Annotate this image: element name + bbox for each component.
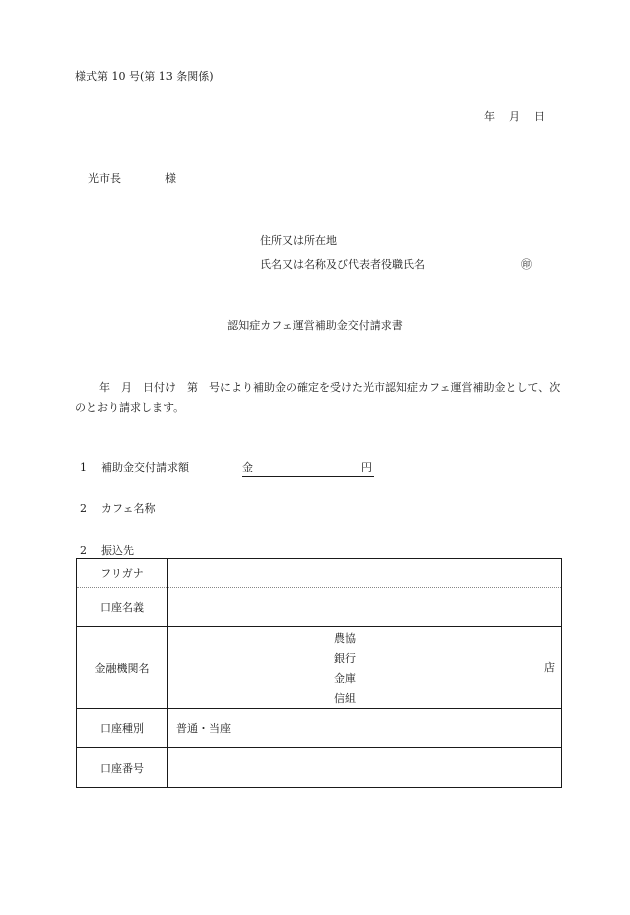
branch-suffix: 店 — [544, 661, 555, 674]
account-number-field — [168, 748, 562, 788]
addressee: 光市長 様 — [88, 172, 176, 185]
item-label-request-amount: 補助金交付請求額 — [101, 461, 189, 474]
table-row — [77, 627, 562, 709]
institution-type: 農協 — [334, 632, 356, 645]
address-label: 住所又は所在地 — [260, 234, 337, 247]
institution-type: 銀行 — [334, 652, 356, 665]
item-label-transfer: 振込先 — [101, 544, 134, 557]
institution-types — [334, 629, 356, 709]
table-row — [77, 588, 562, 627]
seal-mark: ㊞ — [521, 258, 532, 271]
document-title: 認知症カフェ運営補助金交付請求書 — [227, 319, 403, 332]
date-month: 月 — [509, 110, 520, 123]
account-number-label: 口座番号 — [77, 748, 168, 788]
form-number: 様式第 10 号(第 13 条関係) — [75, 70, 214, 83]
table-row — [77, 559, 562, 588]
amount-prefix: 金 — [242, 461, 253, 474]
institution-type: 金庫 — [334, 672, 356, 685]
item-label-cafe-name: カフェ名称 — [101, 502, 156, 515]
amount-suffix: 円 — [361, 461, 372, 474]
body-paragraph: 年 月 日付け 第 号により補助金の確定を受けた光市認知症カフェ運営補助金として、次のとおり請求します。 — [75, 381, 561, 414]
item-number-2: 2 — [80, 502, 87, 515]
amount-field — [242, 461, 374, 477]
date-year: 年 — [484, 110, 495, 123]
furigana-field — [168, 559, 562, 588]
bank-info-table — [76, 558, 562, 788]
date-line — [484, 110, 545, 124]
institution-type: 信組 — [334, 692, 356, 705]
date-day: 日 — [534, 110, 545, 123]
account-type-label: 口座種別 — [77, 709, 168, 748]
name-label: 氏名又は名称及び代表者役職氏名 — [260, 258, 425, 271]
account-name-label: 口座名義 — [77, 588, 168, 627]
item-number-1: 1 — [80, 461, 87, 474]
item-number-3: 2 — [80, 544, 87, 557]
institution-label: 金融機関名 — [77, 627, 168, 709]
account-type-value: 普通・当座 — [168, 709, 562, 748]
table-row — [77, 709, 562, 748]
table-row — [77, 748, 562, 788]
institution-field — [168, 627, 562, 709]
account-name-field — [168, 588, 562, 627]
furigana-label: フリガナ — [77, 559, 168, 588]
